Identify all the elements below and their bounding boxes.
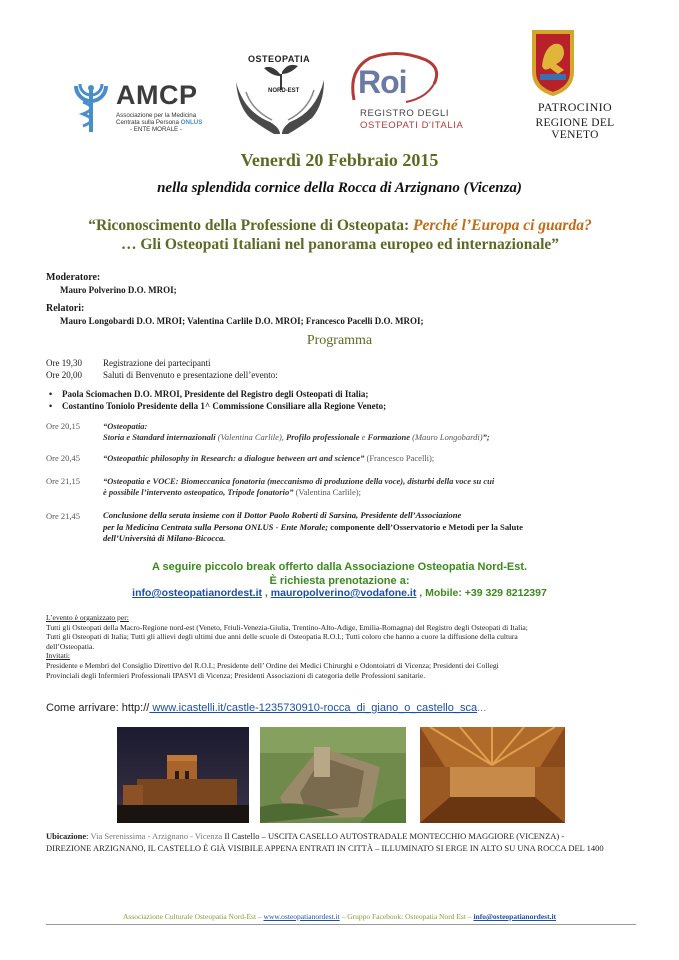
roi-line-2: OSTEOPATI D'ITALIA — [360, 120, 464, 131]
patrocinio-label: PATROCINIO — [537, 100, 613, 114]
amcp-subtitle: Associazione per la Medicina Centrata sulla Persona ONLUS - ENTE MORALE - — [116, 112, 203, 134]
hands-sprout-icon — [230, 62, 330, 136]
directions: Come arrivare: http:// www.icastelli.it/castle-1235730910-rocca_di_giano_o_castello_sca... — [46, 702, 487, 714]
amcp-wordmark: AMCP — [116, 80, 198, 110]
relatori-label: Relatori: — [46, 303, 85, 314]
conclusion-text: Conclusione della serata insieme con il Dottor Paolo Roberti di Sarsina, Presidente dell’Associazione per la Medicina Centrata sulla Persona ONLUS - Ente Morale; componente dell’Osservatorio e Metodi per la Salute dell’Università di Milano-Bicocca. — [103, 510, 523, 543]
moderatore-label: Moderatore: — [46, 272, 101, 283]
event-title: “Riconoscimento della Professione di Osteopata: Perché l’Europa ci guarda? … Gli Osteopati Italiani nel panorama europeo ed internazionale” — [88, 217, 592, 253]
email-link-info[interactable]: info@osteopatianordest.it — [132, 587, 262, 599]
program-row: Ore 19,30 Registrazione dei partecipanti — [46, 358, 211, 368]
osteopatia-logo-subtitle: NORD-EST — [268, 88, 300, 94]
email-link-polverino[interactable]: mauropolverino@vodafone.it — [270, 587, 417, 599]
roi-wordmark: Roi — [358, 64, 407, 100]
talk-osteopatia: Ore 20,15 “Osteopatia: Storia e Standard internazionali (Valentina Carlile), Profilo professionale e Formazione (Mauro Longobardi)”; — [46, 421, 490, 442]
talk-research: Ore 20,45 “Osteopathic philosophy in Research: a dialogue between art and science” (Francesco Pacelli); — [46, 453, 435, 463]
regione-veneto-label: REGIONE DEL VENETO — [535, 117, 615, 141]
regione-veneto-logo — [510, 24, 630, 141]
organization-section: L’evento è organizzato per: Tutti gli Osteopati della Macro-Regione nord-est (Veneto, Friuli-Venezia-Giulia, Trentino-Alto-Adige, Emilia-Romagna) del Registro degli Osteopati di Italia; Tutti gli Osteopati di Italia; Tutti gli allievi degli ultimi due anni delle scuole di Osteopatia R.O.I.; Tutti coloro che hanno a cuore la diffusione della cultura dell’Osteopatia. Invitati: Presidente e Membri del Consiglio Direttivo del R.O.I.; Presidente dell’ Ordine dei Medici Chirurghi e Odontoiatri di Vicenza; Presidenti dei Collegi Provinciali degli Infermieri Professionali IPASVI di Vicenza; Presidenti Associazioni di categoria delle Professioni sanitarie. — [46, 613, 528, 680]
booking-contacts: info@osteopatianordest.it , mauropolverino@vodafone.it , Mobile: +39 329 8212397 — [132, 587, 547, 599]
castle-interior-photo — [420, 727, 565, 823]
lion-shield-icon — [528, 26, 578, 96]
caduceus-icon — [72, 80, 110, 134]
moderatore-name: Mauro Polverino D.O. MROI; — [60, 285, 177, 295]
footer-email-link[interactable]: info@osteopatianordest.it — [473, 912, 557, 921]
osteopatia-nord-est-logo — [230, 52, 330, 136]
castle-aerial-photo — [260, 727, 406, 823]
roi-line-1: REGISTRO DEGLI — [360, 108, 450, 119]
location-details: Ubicazione: Via Serenissima - Arzignano - Vicenza Il Castello – USCITA CASELLO AUTOSTRADALE MONTECCHIO MAGGIORE (VICENZA) - DIREZIONE ARZIGNANO, IL CASTELLO È GIÀ VISIBILE APPENA ENTRATI IN CITTÀ – ILLUMINATO SI ERGE IN ALTO SU UNA ROCCA DEL 1400 — [46, 831, 604, 853]
bullet-item: • Paola Sciomachen D.O. MROI, Presidente del Registro degli Osteopati di Italia; — [62, 389, 368, 399]
conclusion-time: Ore 21,45 — [46, 511, 80, 521]
osteopatia-logo-title: OSTEOPATIA — [248, 54, 311, 64]
program-row: Ore 20,00 Saluti di Benvenuto e presentazione dell’evento: — [46, 370, 278, 380]
castle-night-photo — [117, 727, 249, 823]
break-announcement: A seguire piccolo break offerto dalla Associazione Osteopatia Nord-Est. — [151, 561, 528, 573]
castle-url-link[interactable]: www.icastelli.it/castle-1235730910-rocca_di_giano_o_castello_sca — [149, 702, 478, 714]
bullet-item: • Costantino Toniolo Presidente della 1^ Commissione Consiliare alla Regione Veneto; — [62, 401, 386, 411]
event-date: Venerdì 20 Febbraio 2015 — [240, 150, 439, 170]
amcp-logo — [70, 78, 210, 136]
footer-divider — [46, 924, 636, 925]
footer: Associazione Culturale Osteopatia Nord-Est – www.osteopatianordest.it – Gruppo Facebook: Osteopatia Nord Est – info@osteopatianordest.it — [122, 912, 557, 921]
event-venue: nella splendida cornice della Rocca di Arzignano (Vicenza) — [157, 180, 522, 196]
relatori-names: Mauro Longobardi D.O. MROI; Valentina Carlile D.O. MROI; Francesco Pacelli D.O. MROI; — [60, 316, 424, 326]
roi-logo — [346, 50, 464, 136]
footer-site-link[interactable]: www.osteopatianordest.it — [263, 912, 340, 921]
booking-required: È richiesta prenotazione a: — [269, 575, 410, 587]
talk-voce: Ore 21,15 “Osteopatia e VOCE: Biomeccanica fonatoria (meccanismo di produzione della voce), disturbi della voce su cui è possibile l’intervento osteopatico, Tripode fonatorio” (Valentina Carlile); — [46, 476, 495, 497]
programma-heading: Programma — [306, 333, 373, 348]
